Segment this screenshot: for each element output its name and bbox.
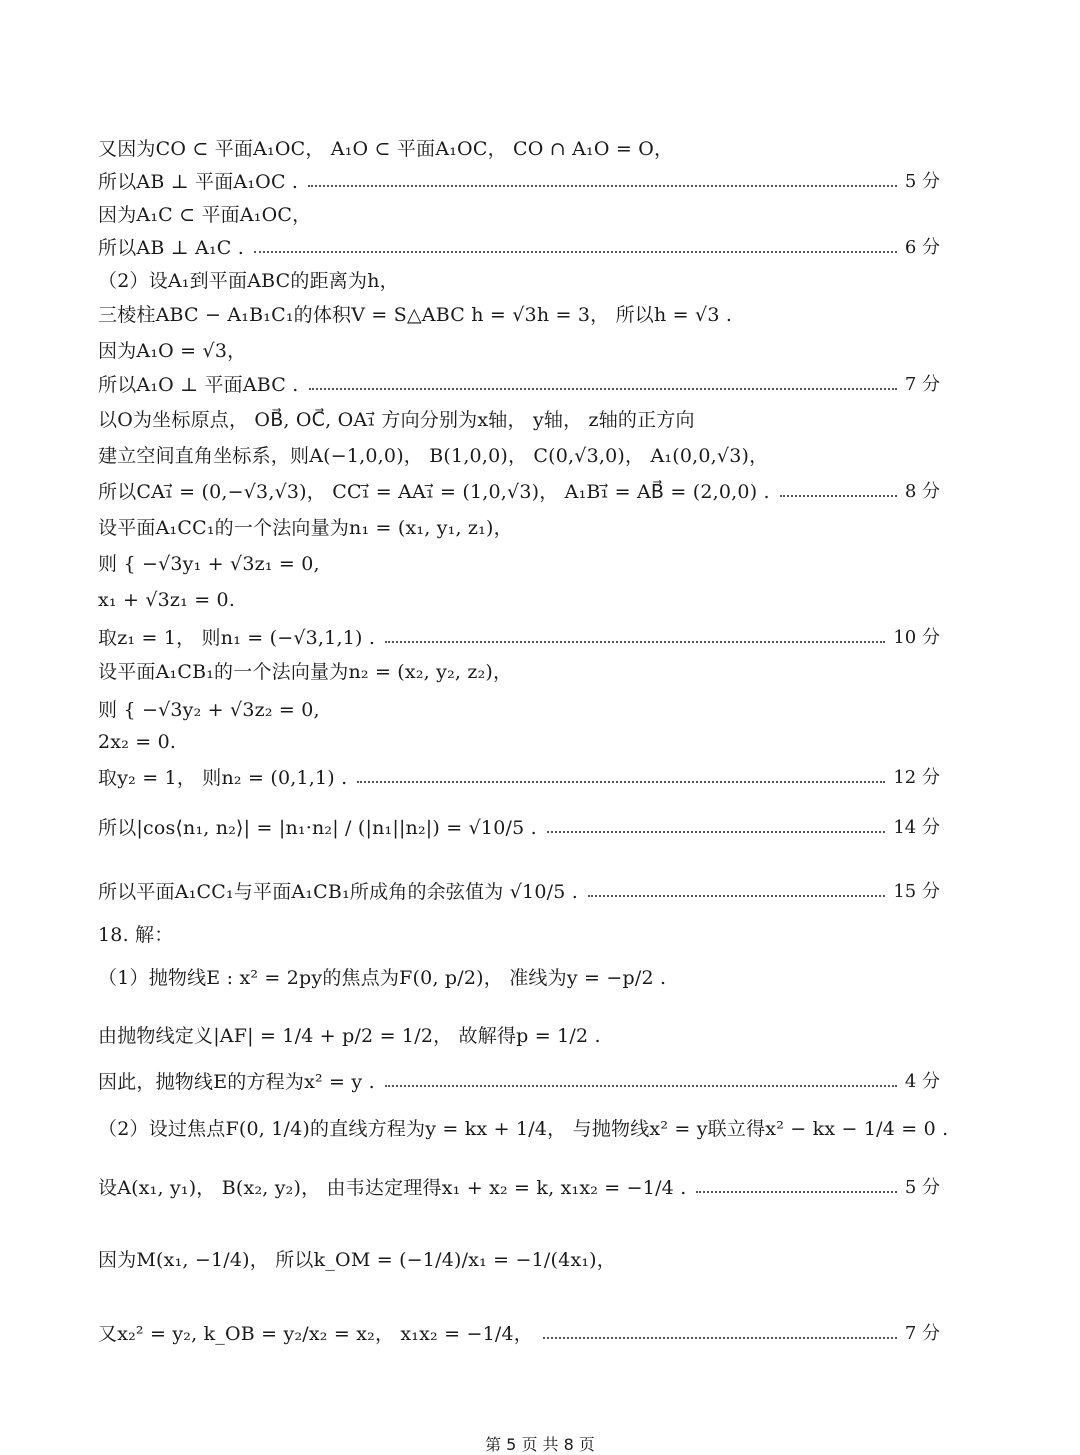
line-text: （1）抛物线E : x² = 2py的焦点为F(0, p/2)， 准线为y = −p/2 . xyxy=(98,966,667,989)
line-text: （2）设A₁到平面ABC的距离为h， xyxy=(98,269,399,292)
solution-line xyxy=(98,398,940,438)
dot-leader xyxy=(308,185,897,187)
dot-leader xyxy=(254,251,897,253)
line-text: 建立空间直角坐标系，则A(−1,0,0)， B(1,0,0)， C(0,√3,0)， A₁(0,0,√3)， xyxy=(98,444,769,467)
dot-leader xyxy=(385,1085,897,1087)
line-text: 所以AB ⊥ 平面A₁OC . xyxy=(98,170,299,193)
dot-leader xyxy=(309,388,897,390)
score-label: 5 分 xyxy=(904,1177,940,1198)
line-text: 又x₂² = y₂, k_OB = y₂/x₂ = x₂， x₁x₂ = −1/4， xyxy=(98,1322,533,1345)
line-text: 所以CA₁⃗ = (0,−√3,√3)， CC₁⃗ = AA₁⃗ = (1,0,√3)， A₁B₁⃗ = AB⃗ = (2,0,0) . xyxy=(98,480,770,503)
solution-line xyxy=(98,1238,940,1278)
score-label: 14 分 xyxy=(893,817,940,838)
line-text: 因为M(x₁, −1/4)， 所以k_OM = (−1/4)/x₁ = −1/(4x₁)， xyxy=(98,1248,616,1271)
score-label: 10 分 xyxy=(893,627,940,648)
solution-line xyxy=(98,580,940,620)
line-text: 以O为坐标原点， OB⃗, OC⃗, OA₁⃗ 方向分别为x轴， y轴， z轴的正方向 xyxy=(98,408,695,431)
dot-leader xyxy=(696,1191,896,1193)
solution-line xyxy=(98,806,940,846)
dot-leader xyxy=(547,831,885,833)
solution-line xyxy=(98,434,940,474)
solution-line xyxy=(98,756,940,796)
solution-line xyxy=(98,870,940,910)
line-text: x₁ + √3z₁ = 0. xyxy=(98,589,236,611)
line-text: 18. 解： xyxy=(98,923,174,946)
page-footer: 第 5 页 共 8 页 xyxy=(485,1435,595,1454)
line-text: 所以AB ⊥ A₁C . xyxy=(98,236,244,259)
line-text: 取z₁ = 1， 则n₁ = (−√3,1,1) . xyxy=(98,626,376,649)
line-text: 因此，抛物线E的方程为x² = y . xyxy=(98,1070,375,1093)
solution-line xyxy=(98,293,940,333)
line-text: 设平面A₁CC₁的一个法向量为n₁ = (x₁, y₁, z₁)， xyxy=(98,516,513,539)
solution-line xyxy=(98,542,940,582)
line-text: （2）设过焦点F(0, 1/4)的直线方程为y = kx + 1/4， 与抛物线x² = y联立得x² − kx − 1/4 = 0 . xyxy=(98,1117,949,1140)
line-text: 2x₂ = 0. xyxy=(98,731,177,753)
solution-line xyxy=(98,913,940,953)
line-text: 又因为CO ⊂ 平面A₁OC， A₁O ⊂ 平面A₁OC， CO ∩ A₁O = O， xyxy=(98,137,674,160)
score-label: 7 分 xyxy=(904,1323,940,1344)
solution-line xyxy=(98,506,940,546)
dot-leader xyxy=(385,641,885,643)
solution-line xyxy=(98,1107,949,1147)
line-text: 因为A₁C ⊂ 平面A₁OC， xyxy=(98,203,312,226)
score-label: 12 分 xyxy=(893,767,940,788)
score-label: 4 分 xyxy=(904,1071,940,1092)
solution-line xyxy=(98,363,940,403)
solution-line xyxy=(98,650,940,690)
dot-leader xyxy=(357,781,885,783)
solution-line xyxy=(98,1166,940,1206)
solution-line xyxy=(98,1014,940,1054)
line-text: 因为A₁O = √3， xyxy=(98,339,247,362)
line-text: 三棱柱ABC − A₁B₁C₁的体积V = S△ABC h = √3h = 3， 所以h = √3 . xyxy=(98,303,733,326)
solution-line xyxy=(98,956,940,996)
dot-leader xyxy=(543,1337,897,1339)
line-text: 则 { −√3y₁ + √3z₁ = 0, xyxy=(98,552,320,575)
solution-line xyxy=(98,1312,940,1352)
line-text: 取y₂ = 1， 则n₂ = (0,1,1) . xyxy=(98,766,348,789)
line-text: 设平面A₁CB₁的一个法向量为n₂ = (x₂, y₂, z₂)， xyxy=(98,660,513,683)
score-label: 7 分 xyxy=(904,374,940,395)
line-text: 由抛物线定义|AF| = 1/4 + p/2 = 1/2， 故解得p = 1/2 . xyxy=(98,1024,601,1047)
solution-line xyxy=(98,470,940,510)
solution-line xyxy=(98,1060,940,1100)
score-label: 8 分 xyxy=(904,481,940,502)
line-text: 所以|cos⟨n₁, n₂⟩| = |n₁·n₂| / (|n₁||n₂|) = √10/5 . xyxy=(98,816,537,839)
dot-leader xyxy=(780,495,897,497)
score-label: 5 分 xyxy=(904,171,940,192)
score-label: 6 分 xyxy=(904,237,940,258)
line-text: 所以平面A₁CC₁与平面A₁CB₁所成角的余弦值为 √10/5 . xyxy=(98,880,578,903)
dot-leader xyxy=(588,895,885,897)
line-text: 设A(x₁, y₁)， B(x₂, y₂)， 由韦达定理得x₁ + x₂ = k, x₁x₂ = −1/4 . xyxy=(98,1176,687,1199)
line-text: 所以A₁O ⊥ 平面ABC . xyxy=(98,373,299,396)
score-label: 15 分 xyxy=(893,881,940,902)
line-text: 则 { −√3y₂ + √3z₂ = 0, xyxy=(98,698,320,721)
